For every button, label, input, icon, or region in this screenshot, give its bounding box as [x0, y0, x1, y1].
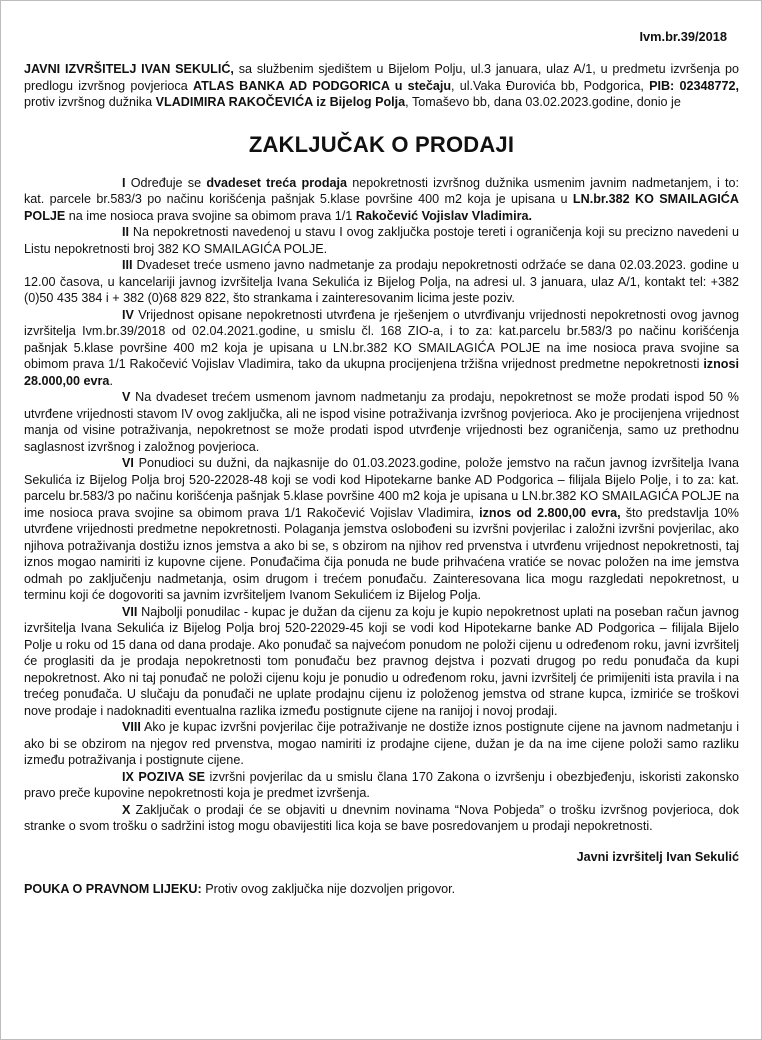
- signature-line: Javni izvršitelj Ivan Sekulić: [576, 849, 739, 864]
- section-1-bold-d: LN.br.382 KO SMAILAGIĆA POLJE: [24, 192, 739, 223]
- section-1-bold-b: dvadeset treća prodaja: [206, 175, 348, 190]
- intro-text-1: sa službenim sjedištem u Bijelom Polju, ul.3 januara, ulaz A/1, u predmetu izvršenja po predlogu izvršnog povjerioca: [24, 62, 739, 93]
- intro-bold-3: PIB: 02348772,: [649, 78, 739, 93]
- section-1-bold-f: Rakočević Vojislav Vladimira.: [355, 208, 532, 223]
- section-1-text-e: na ime nosioca prava svojine sa obimom prava 1/1: [65, 208, 356, 223]
- section-4-text-c: .: [109, 373, 113, 388]
- section-5: [24, 389, 739, 455]
- section-2-text: Na nepokretnosti navedenoj u stavu I ovog zaključka postoje tereti i ograničenja koji su precizno navedeni u Listu nepokretnosti broj 382 KO SMAILAGIĆA POLJE.: [24, 225, 739, 256]
- section-5-number: V: [122, 390, 131, 404]
- section-6-bold-b: iznos od 2.800,00 evra,: [479, 505, 621, 520]
- section-4-number: IV: [122, 307, 134, 322]
- section-5-text: Na dvadeset trećem usmenom javnom nadmetanju za prodaju, nepokretnost se može prodati ispod 50 % utvrđene vrijednosti stavom IV ovog zaključka, ali ne ispod visine potraživanja izvršnog povjerioca. Ako je procijenjena vrijednost manja od visine potraživanja, nepokretnost se može prodati ispod utvrđenje vrijednosti bez ograničenja, samo uz prethodnu saglasnost izvršnog i založnog povjerioca.: [24, 390, 739, 454]
- intro-bold-4: VLADIMIRA RAKOČEVIĆA iz Bijelog Polja: [155, 95, 406, 109]
- intro-text-4: , Tomaševo bb, dana 03.02.2023.godine, donio je: [405, 95, 681, 109]
- intro-text-3: protiv izvršnog dužnika: [24, 95, 156, 109]
- section-9-number: IX POZIVA SE: [122, 769, 206, 784]
- case-reference: Ivm.br.39/2018: [639, 29, 727, 44]
- section-3-text: Dvadeset treće usmeno javno nadmetanje za prodaju nepokretnosti održaće se dana 02.03.2023. godine u 12.00 časova, u kancelariji javnog izvršitelja Ivana Sekulića iz Bijelog Polja, na adresi ul. 3 januara, ulaz A/1, kontakt tel: +382 (0)50 435 384 i + 382 (0)68 829 822, što strankama i zainteresovanim licima jeste poziv.: [24, 258, 739, 305]
- section-4: [24, 307, 739, 390]
- intro-bold-2: ATLAS BANKA AD PODGORICA u stečaju: [192, 78, 452, 93]
- section-1: [24, 175, 739, 225]
- legal-remedy-text: Protiv ovog zaključka nije dozvoljen prigovor.: [201, 882, 456, 896]
- section-1-text-c: nepokretnosti izvršnog dužnika usmenim javnim nadmetanjem, i to: kat. parcele br.583/3 po načinu korišćenja pašnjak 5.klase površine 400 m2 koja je upisana u: [24, 175, 739, 206]
- section-4-text-a: Vrijednost opisane nepokretnosti utvrđena je rješenjem o utvrđivanju vrijednosti nepokretnosti ovog javnog izvršitelja Ivm.br.39/2018 od 02.04.2021.godine, u smislu čl. 168 ZIO-a, i to za: kat.parcelu br.583/3 po načinu korišćenja pašnjak 5.klase površine 400 m2 koja je upisana u LN.br.382 KO SMAILAGIĆA POLJE na ime nosioca prava svojine sa obimom prava 1/1 Rakočević Vojislav Vladimira, tako da ukupna procijenjena tržišna vrijednost predmetne nepokretnosti: [24, 307, 739, 371]
- section-6-text-c: što predstavlja 10% utvrđene vrijednosti predmetne nepokretnosti. Polaganja jemstva oslobođeni su izvršni povjerilac i založni izvršni povjerilac, ako njihova potraživanja dostižu iznos jemstva a ako bi se, s obzirom na njihov red prvenstva i utvrđenu vrijednost nepokretnosti, taj iznos mogao namiriti iz kupovne cijene. Ponuđačima čija ponuda ne bude prihvaćena vratiće se novac položen na ime jemstva odmah po zaključenju nadmetanja, osim drugom i trećem ponuđaču. Zainteresovana lica mogu razgledati nepokretnost, u terminu koji će dogovoriti sa javnim izvršiteljem Ivanom Sekulićem iz Bijelog Polja.: [24, 505, 739, 602]
- section-1-number: I: [122, 175, 126, 190]
- section-2-number: II: [122, 225, 129, 239]
- document-body: [24, 61, 739, 898]
- section-8-text: Ako je kupac izvršni povjerilac čije potraživanje ne dostiže iznos postignute cijene na javnom nadmetanju i ako bi se obzirom na njegov red prvenstva, mogao namiriti iz prodajne cijene, dužan je da na ime cijene položi samo razliku između potraživanja i postignute cijene.: [24, 720, 739, 767]
- intro-bold-1: JAVNI IZVRŠITELJ IVAN SEKULIĆ,: [24, 62, 234, 76]
- intro-paragraph: [24, 61, 739, 111]
- document-title: ZAKLJUČAK O PRODAJI: [248, 131, 515, 157]
- legal-remedy-note: [24, 881, 739, 898]
- section-10-text: Zaključak o prodaji će se objaviti u dnevnim novinama “Nova Pobjeda” o trošku izvršnog povjerioca, dok stranke o svom trošku o sadržini istog mogu obavijestiti lica koja se bave posredovanjem u prodaji nepokretnosti.: [24, 802, 739, 833]
- section-6-text-a: Ponudioci su dužni, da najkasnije do 01.03.2023.godine, polože jemstvo na račun javnog izvršitelja Ivana Sekulića iz Bijelog Polja broj 520-22028-48 koji se vodi kod Hipotekarne banke AD Podgorica – filijala Bijelo Polje, i to za: kat. parcelu br.583/3 po načinu korišćenja pašnjak 5.klase površine 400 m2 koja je upisana u LN.br.382 KO SMAILAGIĆA POLJE na ime nosioca prava svojine sa obimom prava 1/1 Rakočević Vojislav Vladimira,: [24, 456, 739, 520]
- section-9: [24, 769, 739, 802]
- section-10-number: X: [122, 802, 131, 817]
- section-8-number: VIII: [122, 720, 141, 734]
- section-9-text: izvršni povjerilac da u smislu člana 170 Zakona o izvršenju i obezbjeđenju, iskoristi zakonsko pravo preče kupovine nepokretnosti koja je predmet izvršenja.: [24, 769, 739, 800]
- section-3-number: III: [122, 258, 133, 272]
- section-8: [24, 719, 739, 769]
- section-6: [24, 455, 739, 604]
- section-6-number: VI: [122, 456, 134, 470]
- section-7: [24, 604, 739, 720]
- section-4-bold-b: iznosi 28.000,00 evra: [24, 357, 739, 388]
- section-2: [24, 224, 739, 257]
- section-7-number: VII: [122, 604, 138, 619]
- section-3: [24, 257, 739, 307]
- section-7-text: Najbolji ponudilac - kupac je dužan da cijenu za koju je kupio nepokretnost uplati na poseban račun javnog izvršitelja Ivana Sekulića iz Bijelog Polja broj 520-22029-45 koji se vodi kod Hipotekarne banke AD Podgorica – filijala Bijelo Polje u roku od 15 dana od dana prodaje. Ako ponuđač sa najvećom ponudom ne položi cijenu u određenom roku, javni izvršitelj će proglasiti da je prodaja nepokretnosti tom ponuđaču bez pravnog dejstva i pozvati drugog po redu ponuđača da kupi nepokretnost. Ako ni taj ponuđač ne položi cijenu koju je ponudio u određenom roku, javni izvršitelj će primijeniti ista pravila i na trećeg ponuđača. U slučaju da ponuđači ne uplate prodajnu cijenu iz položenog jemstva od strane kupca, izmiriće se troškovi nove prodaje i nadoknaditi eventualna razlika između postignute cijene na ranijoj i novoj prodaji.: [24, 604, 739, 718]
- section-1-text-a: Određuje se: [125, 175, 207, 190]
- legal-remedy-label: POUKA O PRAVNOM LIJEKU:: [24, 882, 202, 896]
- intro-text-2: , ul.Vaka Đurovića bb, Podgorica,: [451, 78, 650, 93]
- section-10: [24, 802, 739, 835]
